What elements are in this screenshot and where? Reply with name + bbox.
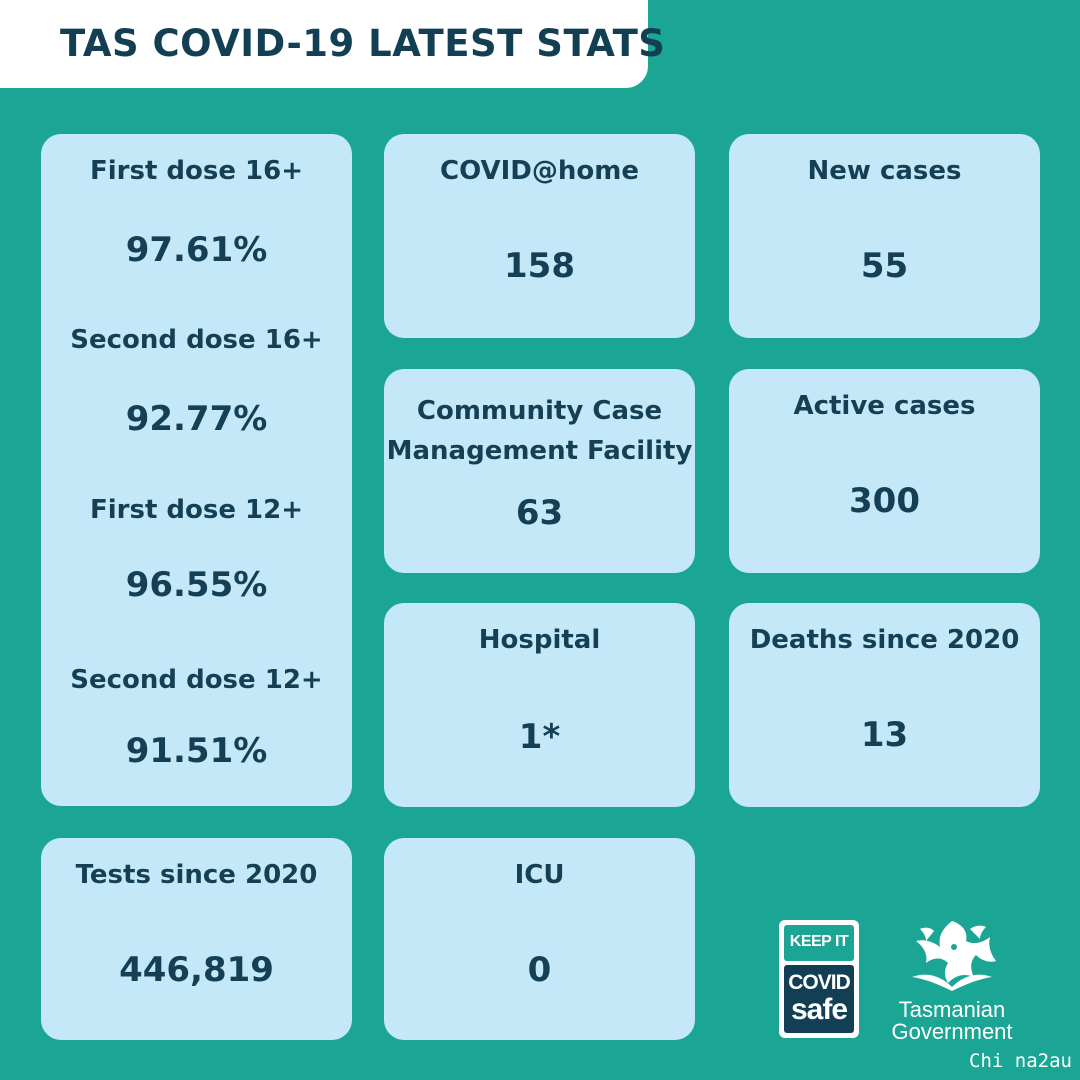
tests-card bbox=[41, 838, 352, 1040]
vaccination-value: 91.51% bbox=[125, 731, 268, 771]
vaccination-label: Second dose 12+ bbox=[70, 665, 323, 695]
hospital-label: Hospital bbox=[478, 625, 601, 655]
covidsafe-covid-text: COVID bbox=[788, 971, 850, 994]
vaccination-value: 96.55% bbox=[125, 565, 268, 605]
new-cases-label: New cases bbox=[807, 156, 962, 186]
tests-label: Tests since 2020 bbox=[75, 860, 318, 890]
covid-at-home-value: 158 bbox=[504, 246, 575, 286]
deaths-card bbox=[729, 603, 1040, 807]
covidsafe-safe-text: safe bbox=[790, 993, 848, 1026]
covidsafe-logo-top bbox=[784, 925, 854, 961]
community-case-management-value: 63 bbox=[515, 493, 564, 533]
active-cases-label: Active cases bbox=[793, 391, 976, 421]
active-cases-card bbox=[729, 369, 1040, 573]
covidsafe-keep-text: KEEP IT bbox=[789, 933, 849, 950]
deaths-label: Deaths since 2020 bbox=[749, 625, 1020, 655]
hospital-card bbox=[384, 603, 695, 807]
page-title: TAS COVID-19 LATEST STATS bbox=[60, 22, 666, 65]
covid-at-home-card bbox=[384, 134, 695, 338]
vaccination-card bbox=[41, 134, 352, 806]
hospital-value: 1* bbox=[518, 717, 561, 757]
community-case-management-label bbox=[384, 391, 695, 471]
label-line: Community Case bbox=[416, 396, 663, 426]
tasmanian-devil-emblem-icon bbox=[904, 917, 1000, 993]
new-cases-value: 55 bbox=[860, 246, 909, 286]
tests-value: 446,819 bbox=[119, 950, 274, 990]
community-case-management-card bbox=[384, 369, 695, 573]
icu-value: 0 bbox=[527, 950, 552, 990]
label-line: Management Facility bbox=[386, 436, 693, 466]
title-banner bbox=[0, 0, 666, 88]
tasmanian-text: Tasmanian bbox=[898, 997, 1006, 1022]
new-cases-card bbox=[729, 134, 1040, 338]
deaths-value: 13 bbox=[860, 715, 909, 755]
government-text: Government bbox=[891, 1019, 1013, 1044]
icu-card bbox=[384, 838, 695, 1040]
covid-at-home-label: COVID@home bbox=[440, 156, 639, 186]
vaccination-value: 92.77% bbox=[125, 399, 268, 439]
vaccination-label: First dose 16+ bbox=[89, 156, 304, 186]
watermark: Chi na2au bbox=[969, 1050, 1072, 1072]
vaccination-label: Second dose 16+ bbox=[70, 325, 323, 355]
covidsafe-logo-bottom bbox=[784, 965, 854, 1033]
tasmanian-government-logo bbox=[882, 915, 1022, 1045]
vaccination-value: 97.61% bbox=[125, 230, 268, 270]
active-cases-value: 300 bbox=[849, 481, 920, 521]
icu-label: ICU bbox=[514, 860, 565, 890]
covidsafe-logo bbox=[779, 920, 859, 1038]
vaccination-label: First dose 12+ bbox=[89, 495, 304, 525]
